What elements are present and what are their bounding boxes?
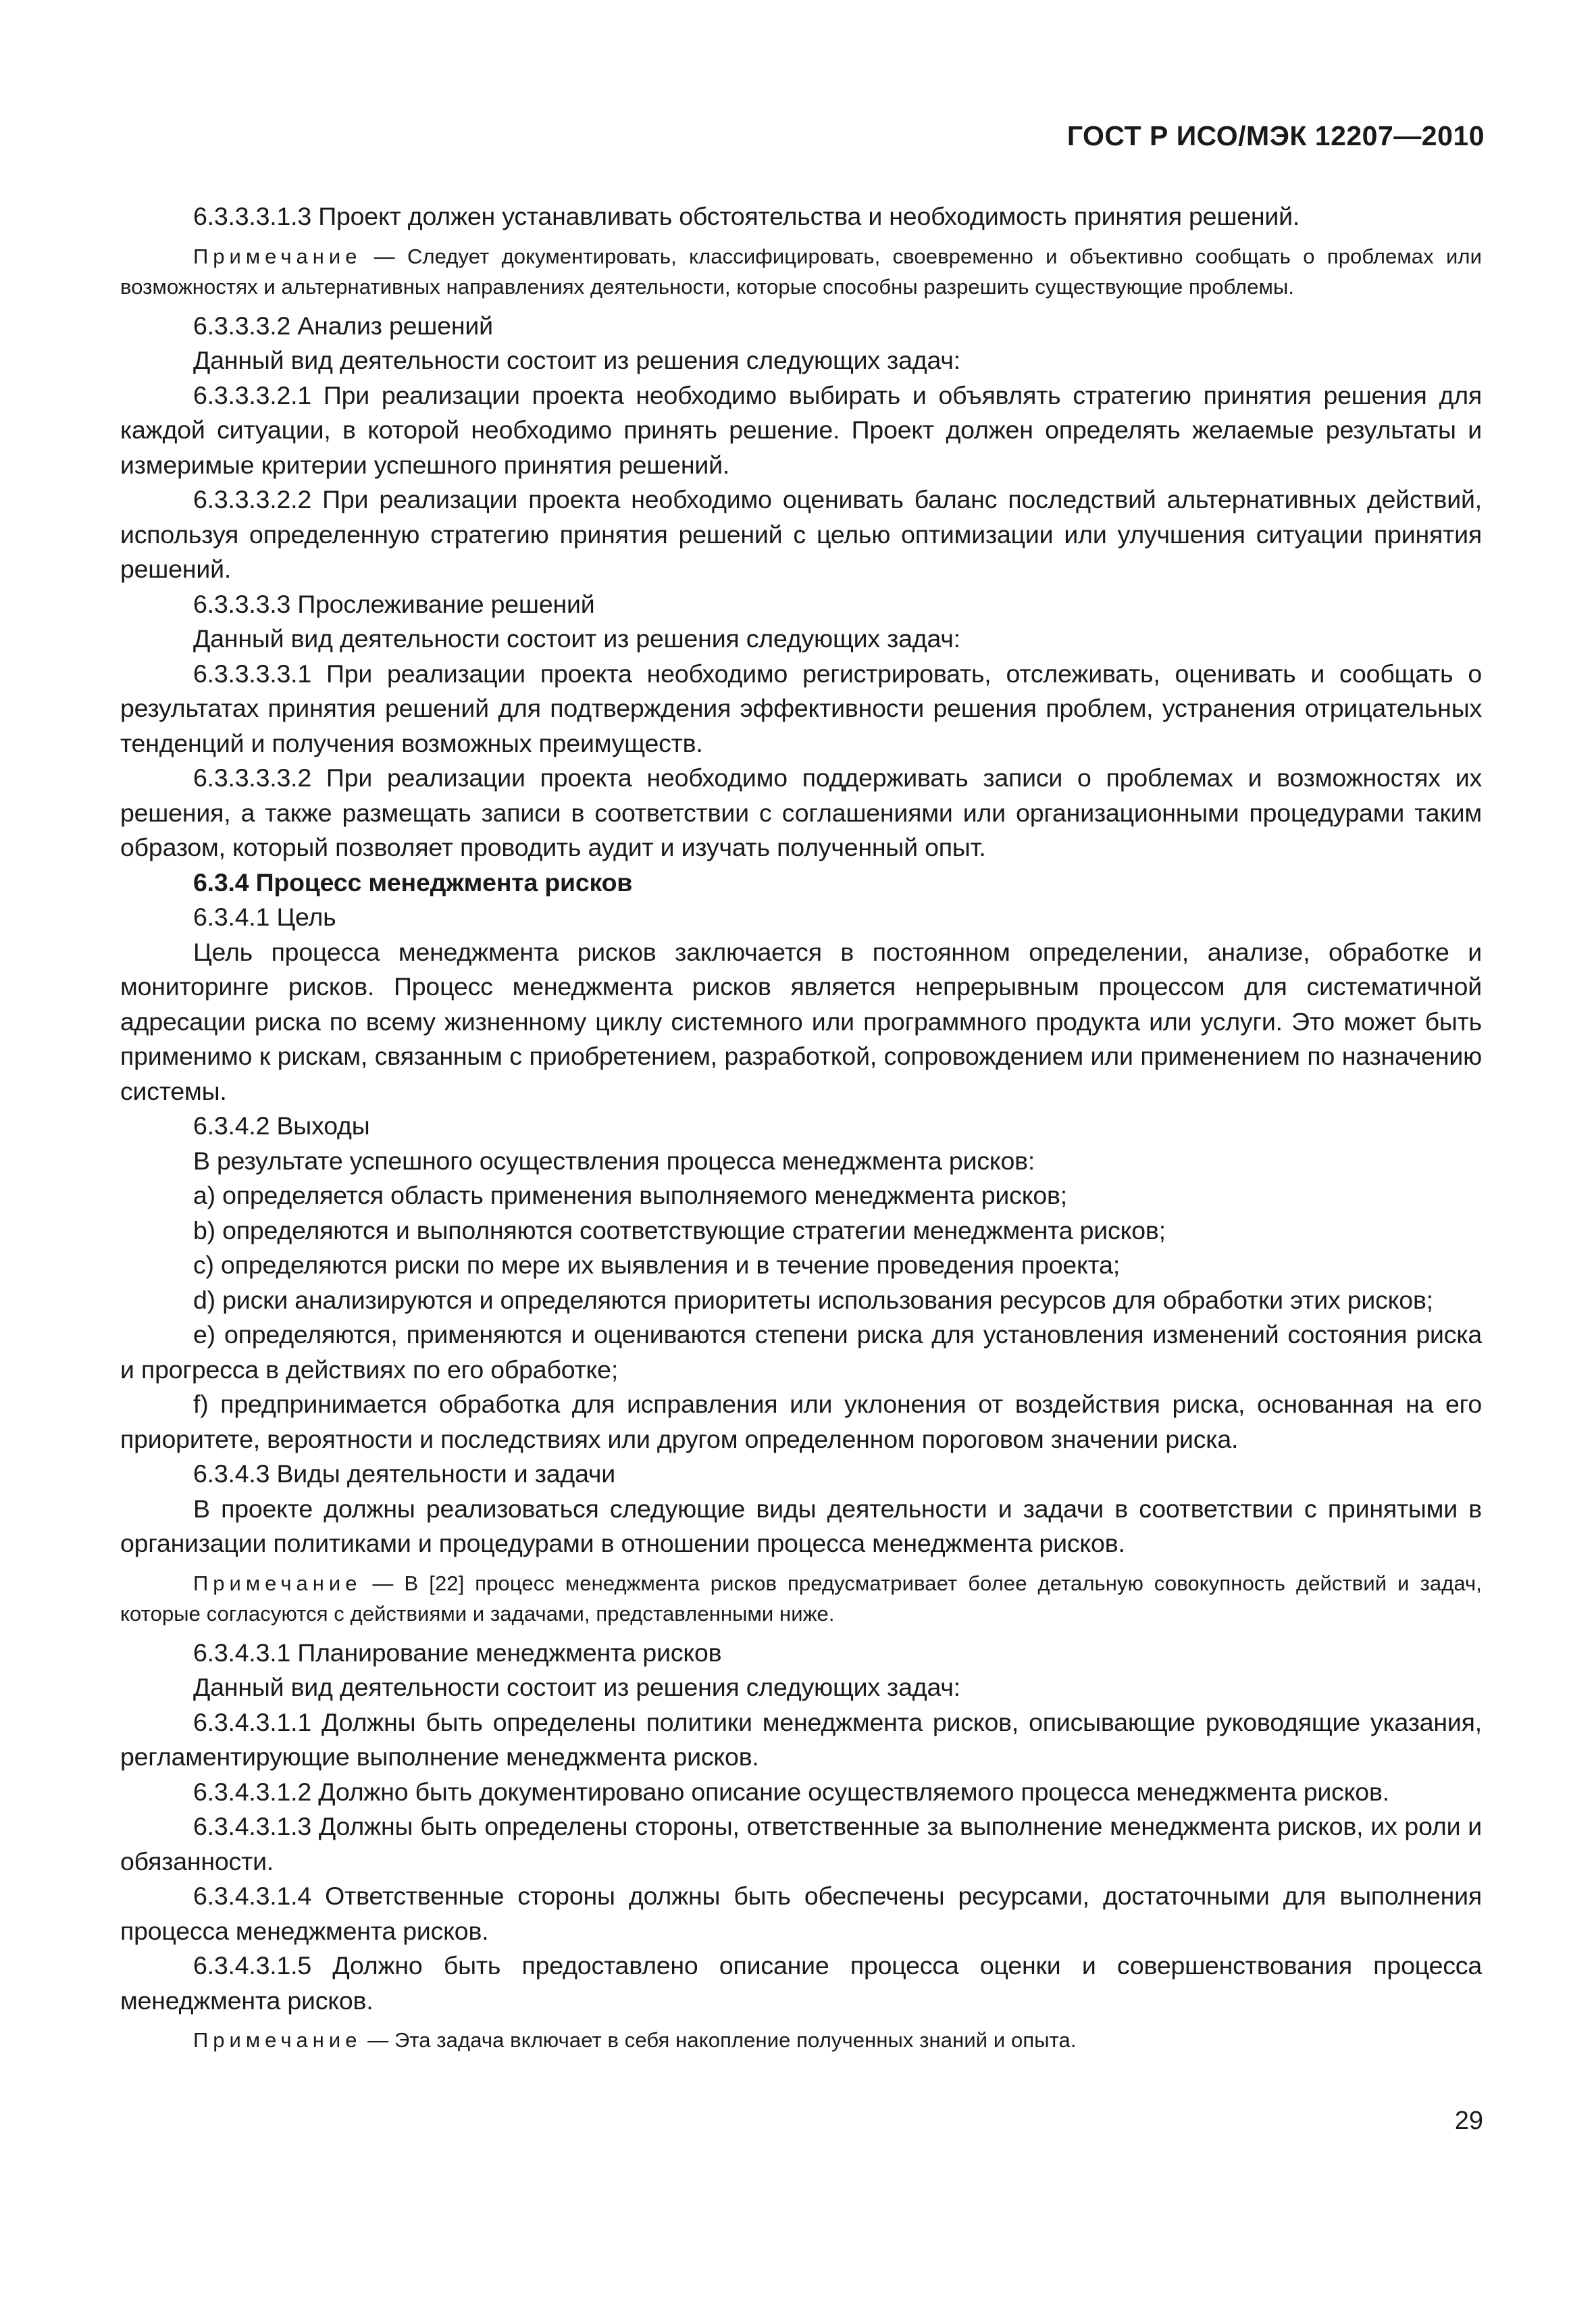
paragraph: 6.3.3.3.2.2 При реализации проекта необходимо оценивать баланс последствий альтернативных действий, используя определенную стратегию принятия решений с целью оптимизации или улучшения ситуации принятия решений. bbox=[120, 485, 1482, 583]
note-text: Эта задача включает в себя накопление полученных знаний и опыта. bbox=[394, 2028, 1077, 2052]
paragraph: Данный вид деятельности состоит из решения следующих задач: bbox=[193, 1673, 960, 1701]
note: Примечание — Следует документировать, классифицировать, своевременно и объективно сообщать о проблемах или возможностях и альтернативных направлениях деятельности, которые способны разрешить существующие проблемы. bbox=[120, 244, 1482, 299]
paragraph: В результате успешного осуществления процесса менеджмента рисков: bbox=[193, 1146, 1035, 1175]
note-label: Примечание bbox=[193, 2028, 362, 2052]
paragraph: 6.3.4.3.1.3 Должны быть определены стороны, ответственные за выполнение менеджмента рисков, их роли и обязанности. bbox=[120, 1812, 1482, 1876]
paragraph: Цель процесса менеджмента рисков заключается в постоянном определении, анализе, обработке и мониторинге рисков. Процесс менеджмента рисков является непрерывным процессом для систематичной адресации риска по всему жизненному циклу системного или программного продукта или услуги. Это может быть применимо к рискам, связанным с приобретением, разработкой, сопровождением или применением по назначению системы. bbox=[120, 937, 1482, 1105]
list-item: f) предпринимается обработка для исправления или уклонения от воздействия риска, основанная на его приоритете, вероятности и последствиях или другом определенном пороговом значении риска. bbox=[120, 1390, 1482, 1453]
note-text: В [22] процесс менеджмента рисков предусматривает более детальную совокупность действий и задач, которые согласуются с действиями и задачами, представленными ниже. bbox=[120, 1571, 1483, 1626]
paragraph: 6.3.4.3.1.4 Ответственные стороны должны быть обеспечены ресурсами, достаточными для выполнения процесса менеджмента рисков. bbox=[120, 1882, 1482, 1945]
paragraph: 6.3.4.3.1.2 Должно быть документировано описание осуществляемого процесса менеджмента рисков. bbox=[193, 1777, 1389, 1806]
note-label: Примечание bbox=[193, 1571, 362, 1595]
section-title: 6.3.3.3.2 Анализ решений bbox=[193, 311, 493, 340]
list-item: c) определяются риски по мере их выявления и в течение проведения проекта; bbox=[193, 1251, 1121, 1279]
paragraph: 6.3.4.3.1.1 Должны быть определены политики менеджмента рисков, описывающие руководящие указания, регламентирующие выполнение менеджмента рисков. bbox=[120, 1707, 1482, 1771]
section-heading: 6.3.4 Процесс менеджмента рисков bbox=[193, 867, 633, 897]
list-item: b) определяются и выполняются соответствующие стратегии менеджмента рисков; bbox=[193, 1215, 1166, 1244]
paragraph: Данный вид деятельности состоит из решения следующих задач: bbox=[193, 346, 960, 374]
list-item: a) определяется область применения выполняемого менеджмента рисков; bbox=[193, 1181, 1067, 1209]
section-title: 6.3.3.3.3 Прослеживание решений bbox=[193, 589, 595, 618]
paragraph: 6.3.3.3.3.2 При реализации проекта необходимо поддерживать записи о проблемах и возможностях их решения, а также размещать записи в соответствии с соглашениями или организационными процедурами таким образом, который позволяет проводить аудит и изучать полученный опыт. bbox=[120, 763, 1482, 861]
paragraph: Данный вид деятельности состоит из решения следующих задач: bbox=[193, 624, 960, 653]
section-title: 6.3.4.3 Виды деятельности и задачи bbox=[193, 1459, 616, 1488]
paragraph: 6.3.3.3.3.1 При реализации проекта необходимо регистрировать, отслеживать, оценивать и сообщать о результатах принятия решений для подтверждения эффективности решения проблем, устранения отрицательных тенденций и получения возможных преимуществ. bbox=[120, 659, 1482, 757]
section-title: 6.3.4.2 Выходы bbox=[193, 1111, 370, 1140]
page-number: 29 bbox=[1454, 2107, 1483, 2135]
list-item: d) риски анализируются и определяются приоритеты использования ресурсов для обработки этих рисков; bbox=[193, 1285, 1433, 1314]
note: Примечание — Эта задача включает в себя накопление полученных знаний и опыта. bbox=[193, 2028, 1077, 2052]
paragraph: 6.3.4.3.1.5 Должно быть предоставлено описание процесса оценки и совершенствования процесса менеджмента рисков. bbox=[120, 1951, 1482, 2015]
document-header: ГОСТ Р ИСО/МЭК 12207—2010 bbox=[1066, 120, 1485, 151]
paragraph: 6.3.3.3.1.3 Проект должен устанавливать обстоятельства и необходимость принятия решений. bbox=[193, 202, 1300, 230]
note: Примечание — В [22] процесс менеджмента рисков предусматривает более детальную совокупность действий и задач, которые согласуются с действиями и задачами, представленными ниже. bbox=[120, 1571, 1483, 1626]
section-title: 6.3.4.3.1 Планирование менеджмента рисков bbox=[193, 1638, 722, 1667]
list-item: e) определяются, применяются и оцениваются степени риска для установления изменений состояния риска и прогресса в действиях по его обработке; bbox=[120, 1320, 1482, 1384]
note-text: Следует документировать, классифицировать, своевременно и объективно сообщать о проблемах или возможностях и альтернативных направлениях деятельности, которые способны разрешить существующие проблемы. bbox=[120, 244, 1482, 299]
paragraph: В проекте должны реализоваться следующие виды деятельности и задачи в соответствии с принятыми в организации политиками и процедурами в отношении процесса менеджмента рисков. bbox=[120, 1494, 1482, 1557]
note-label: Примечание bbox=[193, 244, 362, 268]
document-body bbox=[120, 199, 1482, 2062]
section-title: 6.3.4.1 Цель bbox=[193, 903, 336, 931]
paragraph: 6.3.3.3.2.1 При реализации проекта необходимо выбирать и объявлять стратегию принятия решения для каждой ситуации, в которой необходимо принять решение. Проект должен определять желаемые результаты и измеримые критерии успешного принятия решений. bbox=[120, 380, 1482, 479]
